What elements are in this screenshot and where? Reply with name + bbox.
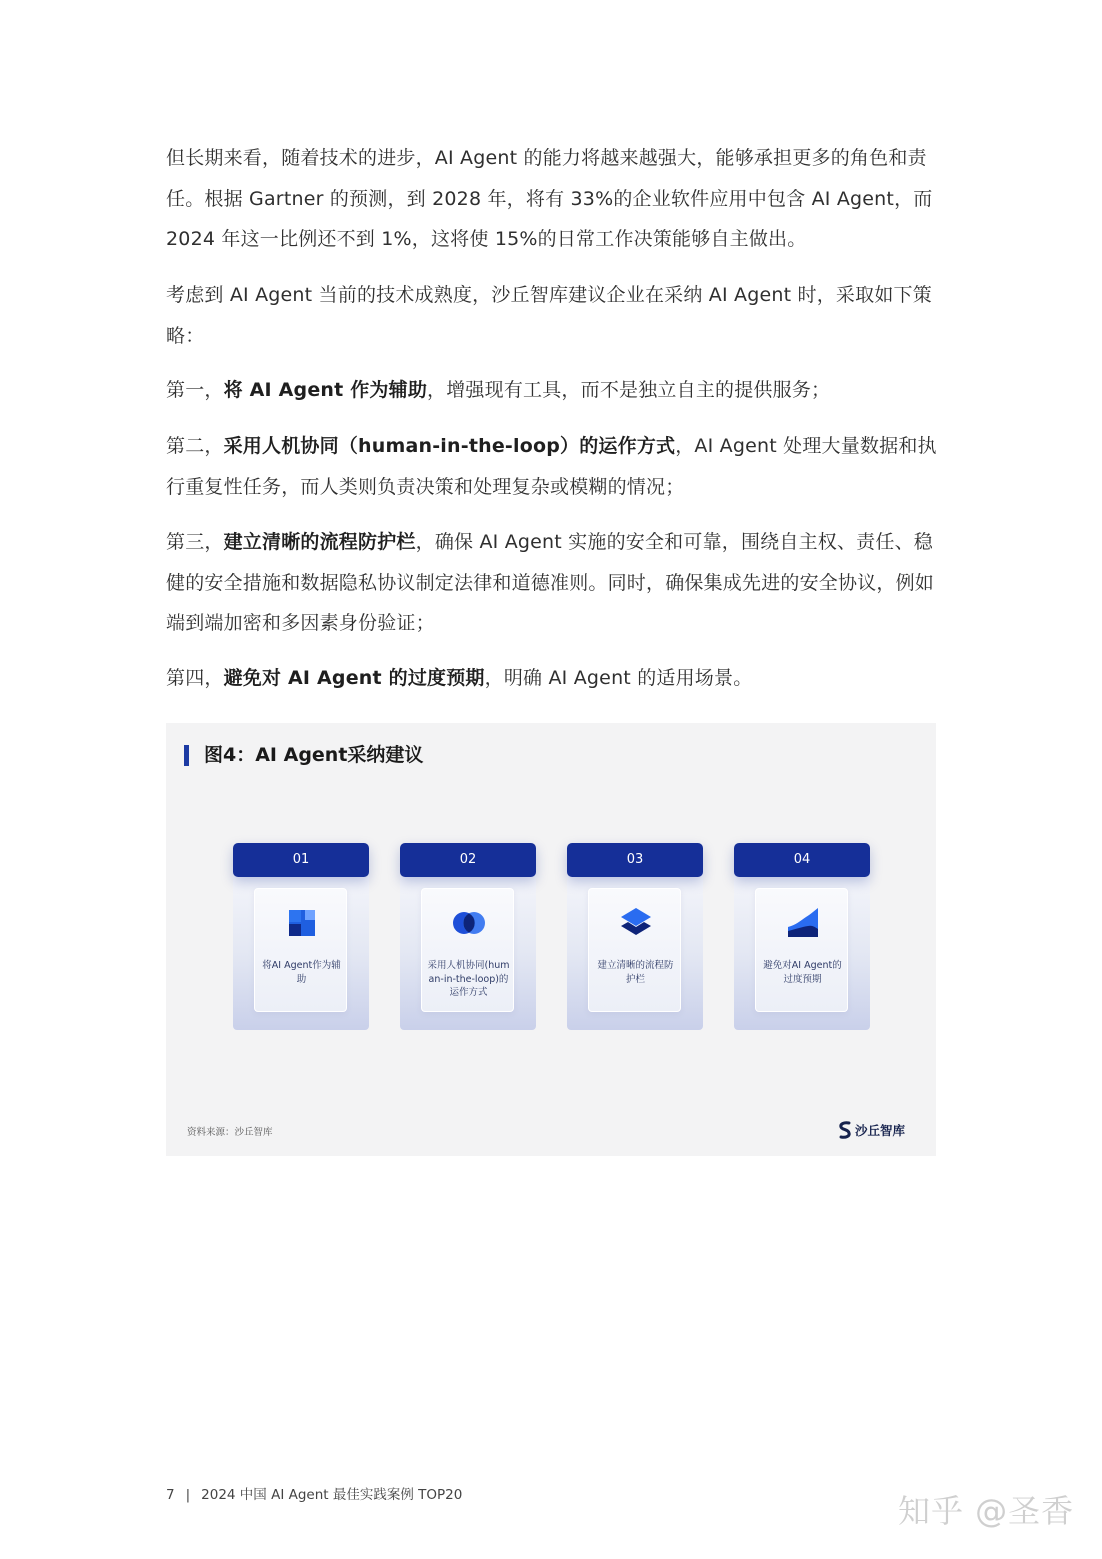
body-paragraph-strategy-intro: 考虑到 AI Agent 当前的技术成熟度，沙丘智库建议企业在采纳 AI Agent 时，采取如下策略： bbox=[166, 284, 932, 347]
card-content-panel bbox=[254, 888, 347, 1012]
strategy-2-text: ，AI Agent 处理大量数据和执行重复性任务，而人类则负责决策和处理复杂或模糊的情况； bbox=[166, 435, 937, 498]
card-number-header: 03 bbox=[567, 843, 703, 877]
strategy-4-text: ，明确 AI Agent 的适用场景。 bbox=[484, 667, 753, 689]
report-title: 2024 中国 AI Agent 最佳实践案例 TOP20 bbox=[201, 1487, 463, 1503]
strategy-1-lead: 第一， bbox=[166, 379, 224, 401]
strategy-2-emphasis: 采用人机协同（human-in-the-loop）的运作方式 bbox=[223, 435, 676, 457]
card-content-panel bbox=[421, 888, 514, 1012]
strategy-4-lead: 第四， bbox=[166, 667, 224, 689]
strategy-1-text: ，增强现有工具，而不是独立自主的提供服务； bbox=[427, 379, 831, 401]
sandune-logo-text: 沙丘智库 bbox=[855, 1123, 906, 1138]
page-footer bbox=[166, 1483, 462, 1503]
zhihu-watermark: 知乎 @圣香 bbox=[898, 1492, 1075, 1530]
strategy-4-emphasis: 避免对 AI Agent 的过度预期 bbox=[223, 667, 485, 689]
advice-card-3 bbox=[567, 843, 703, 1030]
advice-card-2 bbox=[400, 843, 536, 1030]
card-content-panel bbox=[588, 888, 681, 1012]
advice-card-1 bbox=[233, 843, 369, 1030]
strategy-item-3 bbox=[166, 522, 938, 644]
strategy-3-text: ，确保 AI Agent 实施的安全和可靠，围绕自主权、责任、稳健的安全措施和数据隐私协议制定法律和道德准则。同时，确保集成先进的安全协议，例如端到端加密和多因素身份验证； bbox=[166, 531, 935, 634]
card-number-header: 01 bbox=[233, 843, 369, 877]
sandune-logo-icon bbox=[838, 1121, 852, 1139]
sandune-logo bbox=[838, 1120, 905, 1140]
figure-title: 图4：AI Agent采纳建议 bbox=[204, 744, 424, 766]
strategy-3-lead: 第三， bbox=[166, 531, 224, 553]
blocks-icon bbox=[285, 907, 319, 939]
figure-title-accent-bar bbox=[184, 745, 189, 766]
card-label: 采用人机协同(human-in-the-loop)的运作方式 bbox=[427, 960, 510, 998]
overlapping-circles-icon bbox=[452, 907, 486, 939]
card-label: 将AI Agent作为辅助 bbox=[262, 960, 341, 985]
layers-icon bbox=[619, 907, 653, 939]
figure-source-note: 资料来源：沙丘智库 bbox=[187, 1127, 273, 1138]
card-content-panel bbox=[755, 888, 848, 1012]
footer-separator: | bbox=[185, 1487, 191, 1503]
strategy-item-4 bbox=[166, 658, 938, 699]
strategy-item-1 bbox=[166, 370, 938, 411]
strategy-item-2 bbox=[166, 426, 938, 507]
card-number-header: 02 bbox=[400, 843, 536, 877]
card-label: 建立清晰的流程防护栏 bbox=[597, 960, 674, 985]
page-number: 7 bbox=[166, 1487, 175, 1503]
body-paragraph-outlook: 但长期来看，随着技术的进步，AI Agent 的能力将越来越强大，能够承担更多的角色和责任。根据 Gartner 的预测，到 2028 年，将有 33%的企业软件应用中包含 AI Agent，而 2024 年这一比例还不到 1%，这将使 15%的日常工作决策能够自主做出。 bbox=[166, 147, 933, 250]
figure-adoption-advice bbox=[166, 723, 936, 1156]
advice-card-4 bbox=[734, 843, 870, 1030]
strategy-2-lead: 第二， bbox=[166, 435, 224, 457]
wave-chart-icon bbox=[786, 907, 820, 939]
card-label: 避免对AI Agent的过度预期 bbox=[763, 960, 842, 985]
card-number-header: 04 bbox=[734, 843, 870, 877]
strategy-1-emphasis: 将 AI Agent 作为辅助 bbox=[223, 379, 428, 401]
strategy-3-emphasis: 建立清晰的流程防护栏 bbox=[223, 531, 416, 553]
